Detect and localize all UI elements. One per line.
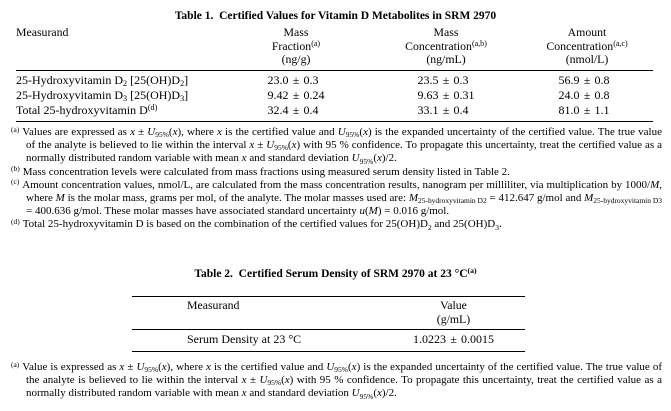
col-header-line: Concentration$^{(a,b)}$ xyxy=(405,38,487,53)
footnote-a2 xyxy=(10,361,662,401)
table2-col-header-value xyxy=(382,299,525,326)
mass-fraction-cell xyxy=(221,103,371,118)
table1 xyxy=(16,26,653,122)
value: 23.5 xyxy=(417,72,439,87)
plus-minus: ± xyxy=(583,102,591,117)
mass-fraction-cell xyxy=(221,88,371,103)
measurand-cell: Serum Density at 23 °C xyxy=(187,332,302,346)
footnote-text: Value is expressed as $x \pm U_{95\%}(x)$, where x is the certified value and $U_{95\%}(x)$ is the expanded uncertainty of the certified value. The true value of the analyte is believed to lie within the interval $x \pm U_{95\%}(x)$ with 95 % confidence. To propagate this uncertainty, treat the certified value as a normally distributed random variable with mean x and standard deviation $U_{95\%}(x)/2$. xyxy=(22,361,662,401)
mass-concentration-cell xyxy=(371,103,521,118)
value: 1.0223 xyxy=(413,332,446,346)
table2-title: Table 2. Certified Serum Density of SRM 2970 at 23 $^\circ C^{(a)}$ xyxy=(194,266,477,280)
footnote-marker: (a) xyxy=(11,359,20,369)
uncertainty: 0.24 xyxy=(303,87,325,102)
table-row xyxy=(16,73,653,88)
uncertainty: 0.8 xyxy=(594,72,610,87)
table1-col-header-measurand: Measurand xyxy=(16,25,69,39)
footnote-marker: (d) xyxy=(11,217,20,227)
col-header-line: Amount xyxy=(567,25,607,39)
table-row xyxy=(16,103,653,118)
plus-minus: ± xyxy=(442,72,450,87)
value: 9.42 xyxy=(267,87,289,102)
plus-minus: ± xyxy=(583,87,591,102)
value: 56.9 xyxy=(558,72,580,87)
table2 xyxy=(132,296,525,352)
value: 32.4 xyxy=(267,102,289,117)
mass-concentration-cell xyxy=(371,73,521,88)
table1-title: Table 1. Certified Values for Vitamin D Metabolites in SRM 2970 xyxy=(174,10,497,22)
table1-col-header-mass-fraction xyxy=(221,26,371,67)
col-header-line: Value xyxy=(440,298,467,312)
plus-minus: ± xyxy=(292,72,300,87)
plus-minus: ± xyxy=(292,87,300,102)
footnote-text: Total 25-hydroxyvitamin D is based on the combination of the certified values for $25(OH)D_2$ and $25(OH)D_3$. xyxy=(22,218,502,232)
table1-header xyxy=(16,26,653,71)
plus-minus: ± xyxy=(292,102,300,117)
value: 81.0 xyxy=(558,102,580,117)
footnote-d xyxy=(10,218,662,231)
table1-body xyxy=(16,71,653,122)
table1-col-header-amount-concentration xyxy=(521,26,653,67)
col-header-line: Mass xyxy=(433,25,459,39)
col-header-unit: (ng/g) xyxy=(281,52,311,66)
table2-col-header-measurand: Measurand xyxy=(187,298,240,312)
uncertainty: 0.31 xyxy=(453,87,475,102)
uncertainty: 0.0015 xyxy=(461,332,494,346)
amount-concentration-cell xyxy=(521,103,653,118)
table2-footnotes xyxy=(10,361,662,401)
measurand-cell: 25-Hydroxyvitamin $D_3$ $[25(OH)D_3]$ xyxy=(16,87,189,103)
footnote-c xyxy=(10,179,662,219)
col-header-line: Concentration$^{(a,c)}$ xyxy=(546,38,628,53)
footnote-text: Mass concentration levels were calculated from mass fractions using measured serum density listed in Table 2. xyxy=(22,165,510,178)
col-header-unit: (nmol/L) xyxy=(565,52,609,66)
footnote-b xyxy=(10,166,662,179)
uncertainty: 0.4 xyxy=(453,102,469,117)
footnote-text: Amount concentration values, nmol/L, are calculated from the mass concentration results, nanogram per milliliter, via multiplication by 1000/M, where M is the molar mass, grams per mol, of the analyte. The molar masses used are: $M_{25-hydroxyvitamin D2} = 412.647$ g/mol and $M_{25-hydroxyvitamin D3} = 400.636$ g/mol. These molar masses have associated standard uncertainty u(M) = 0.016 g/mol. xyxy=(22,178,662,218)
plus-minus: ± xyxy=(583,72,591,87)
plus-minus: ± xyxy=(442,87,450,102)
footnote-marker: (b) xyxy=(11,164,20,174)
uncertainty: 0.4 xyxy=(303,102,319,117)
plus-minus: ± xyxy=(450,332,457,346)
footnote-marker: (a) xyxy=(11,124,20,134)
footnote-text: Values are expressed as $x \pm U_{95\%}(x)$, where x is the certified value and $U_{95\%}(x)$ is the expanded uncertainty of the certified value. The true value of the analyte is believed to lie within the interval $x \pm U_{95\%}(x)$ with 95 % confidence. To propagate this uncertainty, treat the certified value as a normally distributed random variable with mean x and standard deviation $U_{95\%}(x)/2$. xyxy=(22,126,662,166)
value: 24.0 xyxy=(558,87,580,102)
col-header-line: Mass xyxy=(283,25,309,39)
measurand-cell: 25-Hydroxyvitamin $D_2$ $[25(OH)D_2]$ xyxy=(16,72,189,88)
mass-fraction-cell xyxy=(221,73,371,88)
amount-concentration-cell xyxy=(521,73,653,88)
value: 9.63 xyxy=(417,87,439,102)
table2-header xyxy=(132,297,525,330)
value: 23.0 xyxy=(267,72,289,87)
col-header-line: Fraction$^{(a)}$ xyxy=(271,38,321,53)
table1-col-header-mass-concentration xyxy=(371,26,521,67)
plus-minus: ± xyxy=(442,102,450,117)
table1-footnotes xyxy=(10,126,662,232)
table-row xyxy=(132,333,525,347)
value: 33.1 xyxy=(417,102,439,117)
uncertainty: 1.1 xyxy=(594,102,610,117)
uncertainty: 0.3 xyxy=(453,72,469,87)
table2-body xyxy=(132,330,525,352)
value-cell xyxy=(382,333,525,347)
col-header-unit: (g/mL) xyxy=(436,311,471,326)
footnote-a xyxy=(10,126,662,166)
amount-concentration-cell xyxy=(521,88,653,103)
col-header-unit: (ng/mL) xyxy=(426,52,466,66)
uncertainty: 0.3 xyxy=(303,72,319,87)
table-row xyxy=(16,88,653,103)
footnote-marker: (c) xyxy=(11,177,20,187)
uncertainty: 0.8 xyxy=(594,87,610,102)
mass-concentration-cell xyxy=(371,88,521,103)
measurand-cell: Total 25-hydroxyvitamin $D^{(d)}$ xyxy=(16,102,158,117)
